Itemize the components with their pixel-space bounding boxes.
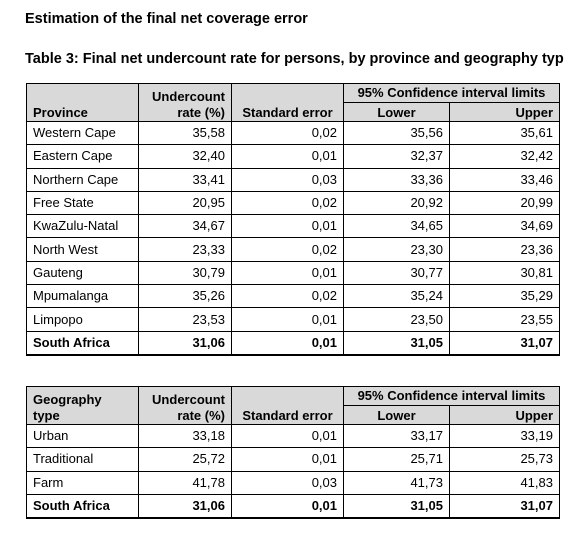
cell-lower: 23,50: [344, 308, 450, 331]
table-row: [27, 261, 560, 284]
cell-rate: 30,79: [139, 261, 232, 284]
upper-header: Upper: [450, 406, 560, 425]
cell-rate: 33,41: [139, 168, 232, 191]
cell-upper: 23,55: [450, 308, 560, 331]
total-row: [27, 331, 560, 355]
cell-standard-error: 0,01: [232, 308, 344, 331]
cell-upper: 25,73: [450, 448, 560, 471]
cell-lower: 31,05: [344, 331, 450, 355]
cell-rate: 23,53: [139, 308, 232, 331]
cell-upper: 33,46: [450, 168, 560, 191]
cell-standard-error: 0,01: [232, 215, 344, 238]
cell-standard-error: 0,01: [232, 331, 344, 355]
cell-label: Mpumalanga: [27, 285, 139, 308]
cell-standard-error: 0,02: [232, 191, 344, 214]
cell-lower: 25,71: [344, 448, 450, 471]
ci-header: 95% Confidence interval limits: [344, 84, 560, 103]
rate-header-line1: Undercount: [152, 89, 225, 104]
upper-header: Upper: [450, 103, 560, 122]
rate-header: [139, 387, 232, 425]
rate-header-line2: rate (%): [177, 408, 225, 423]
cell-lower: 35,24: [344, 285, 450, 308]
cell-standard-error: 0,01: [232, 425, 344, 448]
table-row: [27, 191, 560, 214]
province-header: Province: [27, 84, 139, 122]
cell-standard-error: 0,01: [232, 261, 344, 284]
cell-upper: 31,07: [450, 331, 560, 355]
table-row: [27, 425, 560, 448]
table-row: [27, 285, 560, 308]
cell-lower: 34,65: [344, 215, 450, 238]
cell-rate: 20,95: [139, 191, 232, 214]
cell-rate: 33,18: [139, 425, 232, 448]
cell-label: Eastern Cape: [27, 145, 139, 168]
cell-upper: 31,07: [450, 494, 560, 518]
table-row: [27, 122, 560, 145]
section-heading: Estimation of the final net coverage error: [25, 11, 308, 27]
cell-standard-error: 0,02: [232, 122, 344, 145]
cell-rate: 32,40: [139, 145, 232, 168]
cell-standard-error: 0,02: [232, 285, 344, 308]
cell-standard-error: 0,01: [232, 494, 344, 518]
cell-upper: 23,36: [450, 238, 560, 261]
cell-lower: 41,73: [344, 471, 450, 494]
cell-label: Western Cape: [27, 122, 139, 145]
cell-upper: 30,81: [450, 261, 560, 284]
cell-label: Urban: [27, 425, 139, 448]
cell-rate: 23,33: [139, 238, 232, 261]
cell-label: Traditional: [27, 448, 139, 471]
table-row: [27, 448, 560, 471]
cell-label: Northern Cape: [27, 168, 139, 191]
cell-label: Free State: [27, 191, 139, 214]
province-table: [26, 83, 560, 356]
cell-label: KwaZulu-Natal: [27, 215, 139, 238]
cell-standard-error: 0,03: [232, 168, 344, 191]
cell-label: North West: [27, 238, 139, 261]
cell-standard-error: 0,03: [232, 471, 344, 494]
geography-table: [26, 386, 560, 519]
cell-rate: 31,06: [139, 494, 232, 518]
geography-header-line2: type: [33, 408, 60, 423]
table-row: [27, 308, 560, 331]
table-row: [27, 238, 560, 261]
cell-lower: 23,30: [344, 238, 450, 261]
cell-lower: 35,56: [344, 122, 450, 145]
standard-error-header: Standard error: [232, 387, 344, 425]
cell-lower: 32,37: [344, 145, 450, 168]
cell-upper: 33,19: [450, 425, 560, 448]
table-row: [27, 168, 560, 191]
rate-header: [139, 84, 232, 122]
cell-rate: 31,06: [139, 331, 232, 355]
cell-upper: 35,29: [450, 285, 560, 308]
cell-standard-error: 0,01: [232, 145, 344, 168]
cell-standard-error: 0,01: [232, 448, 344, 471]
table-row: [27, 145, 560, 168]
cell-lower: 20,92: [344, 191, 450, 214]
cell-label: Gauteng: [27, 261, 139, 284]
cell-upper: 20,99: [450, 191, 560, 214]
cell-rate: 25,72: [139, 448, 232, 471]
cell-label: Farm: [27, 471, 139, 494]
cell-label: South Africa: [27, 331, 139, 355]
cell-lower: 31,05: [344, 494, 450, 518]
cell-label: Limpopo: [27, 308, 139, 331]
table-row: [27, 471, 560, 494]
geography-header-line1: Geography: [33, 392, 102, 407]
cell-rate: 34,67: [139, 215, 232, 238]
cell-rate: 41,78: [139, 471, 232, 494]
ci-header: 95% Confidence interval limits: [344, 387, 560, 406]
standard-error-header: Standard error: [232, 84, 344, 122]
cell-upper: 32,42: [450, 145, 560, 168]
cell-rate: 35,58: [139, 122, 232, 145]
cell-rate: 35,26: [139, 285, 232, 308]
cell-standard-error: 0,02: [232, 238, 344, 261]
cell-upper: 35,61: [450, 122, 560, 145]
lower-header: Lower: [344, 406, 450, 425]
rate-header-line1: Undercount: [152, 392, 225, 407]
rate-header-line2: rate (%): [177, 105, 225, 120]
table-row: [27, 215, 560, 238]
cell-upper: 41,83: [450, 471, 560, 494]
lower-header: Lower: [344, 103, 450, 122]
cell-label: South Africa: [27, 494, 139, 518]
cell-lower: 33,36: [344, 168, 450, 191]
total-row: [27, 494, 560, 518]
cell-upper: 34,69: [450, 215, 560, 238]
cell-lower: 30,77: [344, 261, 450, 284]
table-title: Table 3: Final net undercount rate for persons, by province and geography typ: [25, 51, 564, 67]
cell-lower: 33,17: [344, 425, 450, 448]
geography-header: [27, 387, 139, 425]
